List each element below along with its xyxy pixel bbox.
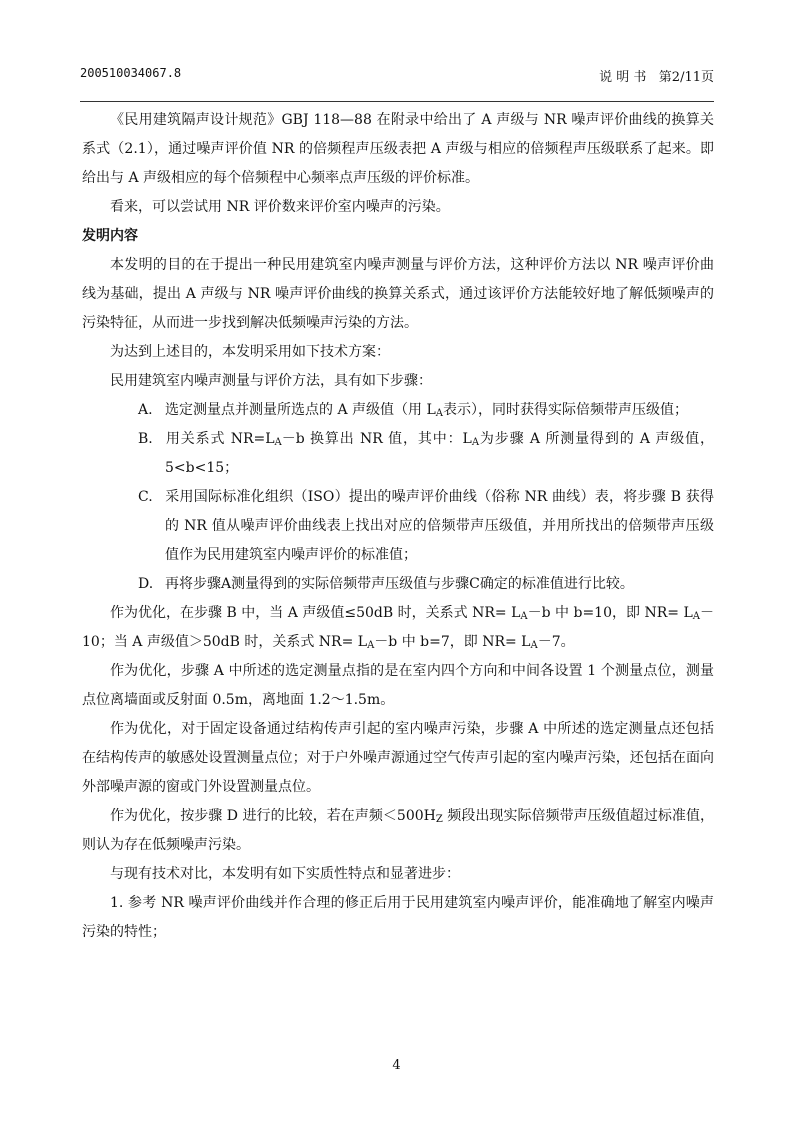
paragraph-technical-scheme: 为达到上述目的，本发明采用如下技术方案： xyxy=(110,344,390,360)
page-counter: 第2/11页 xyxy=(658,70,714,85)
page-info xyxy=(599,66,714,85)
paragraph-purpose: 本发明的目的在于提出一种民用建筑室内噪声测量与评价方法，这种评价方法以 NR 噪声评价曲线为基础，提出 A 声级与 NR 噪声评价曲线的换算关系式，通过该评价方法能较好地了解低频噪声的污染特征，从而进一步找到解决低频噪声污染的方法。 xyxy=(82,257,714,331)
step-b-mark: B. xyxy=(138,431,153,447)
paragraph-standard-reference: 《民用建筑隔声设计规范》GBJ 118—88 在附录中给出了 A 声级与 NR 噪声评价曲线的换算关系式（2.1），通过噪声评价值 NR 的倍频程声压级表把 A 声级与相应的倍频程声压级联系了起来。即给出与 A 声级相应的每个倍频程中心频率点声压级的评价标准。 xyxy=(82,112,714,186)
step-d: D. 再将步骤A测量得到的实际倍频带声压级值与步骤C确定的标准值进行比较。 xyxy=(109,570,714,599)
paragraph-comparison: 与现有技术对比，本发明有如下实质性特点和显著进步： xyxy=(110,866,460,882)
header-rule xyxy=(80,101,714,102)
page-header xyxy=(80,66,714,86)
paragraph-optimization-b: 作为优化，在步骤 B 中，当 A 声级值≤50dB 时，关系式 $NR= L_A-b$ 中 b=10，即 $NR= L_A-10$；当 A 声级值＞50dB 时，关系式 $NR= L_A-b$ 中 b=7，即 $NR= L_A-7$。 xyxy=(82,605,714,651)
document-body xyxy=(82,106,714,947)
step-c-mark: C. xyxy=(138,489,153,505)
paragraph-optimization-structure: 作为优化，对于固定设备通过结构传声引起的室内噪声污染，步骤 A 中所述的选定测量点还包括在结构传声的敏感处设置测量点位；对于户外噪声源通过空气传声引起的室内噪声污染，还包括在面向外部噪声源的窗或门外设置测量点位。 xyxy=(82,721,714,795)
page-number: 4 xyxy=(392,1058,401,1073)
paragraph-advantage-1: 1. 参考 NR 噪声评价曲线并作合理的修正后用于民用建筑室内噪声评价，能准确地了解室内噪声污染的特性； xyxy=(82,895,714,940)
step-d-mark: D. xyxy=(138,576,154,592)
document-type: 说 明 书 xyxy=(599,70,647,85)
step-a-mark: A. xyxy=(138,402,153,418)
paragraph-optimization-d: 作为优化，按步骤 D 进行的比较，若在声频$<500H_Z$ 频段出现实际倍频带声压级值超过标准值，则认为存在低频噪声污染。 xyxy=(82,808,714,853)
step-a: A. 选定测量点并测量所选点的 A 声级值（用 $L_A$表示），同时获得实际倍频带声压级值； xyxy=(109,396,714,425)
paragraph-optimization-points: 作为优化，步骤 A 中所述的选定测量点指的是在室内四个方向和中间各设置 1 个测量点位，测量点位离墙面或反射面 0.5m，离地面 1.2～1.5m。 xyxy=(82,663,714,708)
paragraph-steps-intro: 民用建筑室内噪声测量与评价方法，具有如下步骤： xyxy=(110,373,432,389)
step-c: C. 采用国际标准化组织（ISO）提出的噪声评价曲线（俗称 NR 曲线）表，将步骤 B 获得的 NR 值从噪声评价曲线表上找出对应的倍频带声压级值，并用所找出的倍频带声压级值作为民用建筑室内噪声评价的标准值； xyxy=(109,483,714,570)
paragraph-try-nr: 看来，可以尝试用 NR 评价数来评价室内噪声的污染。 xyxy=(110,199,450,215)
step-b: B. 用关系式 $NR=L_A-b$ 换算出 NR 值，其中：$L_A$为步骤 A 所测量得到的 A 声级值，5<b<15； xyxy=(109,425,714,483)
document-number: 200510034067.8 xyxy=(80,66,182,80)
section-heading: 发明内容 xyxy=(82,228,138,244)
